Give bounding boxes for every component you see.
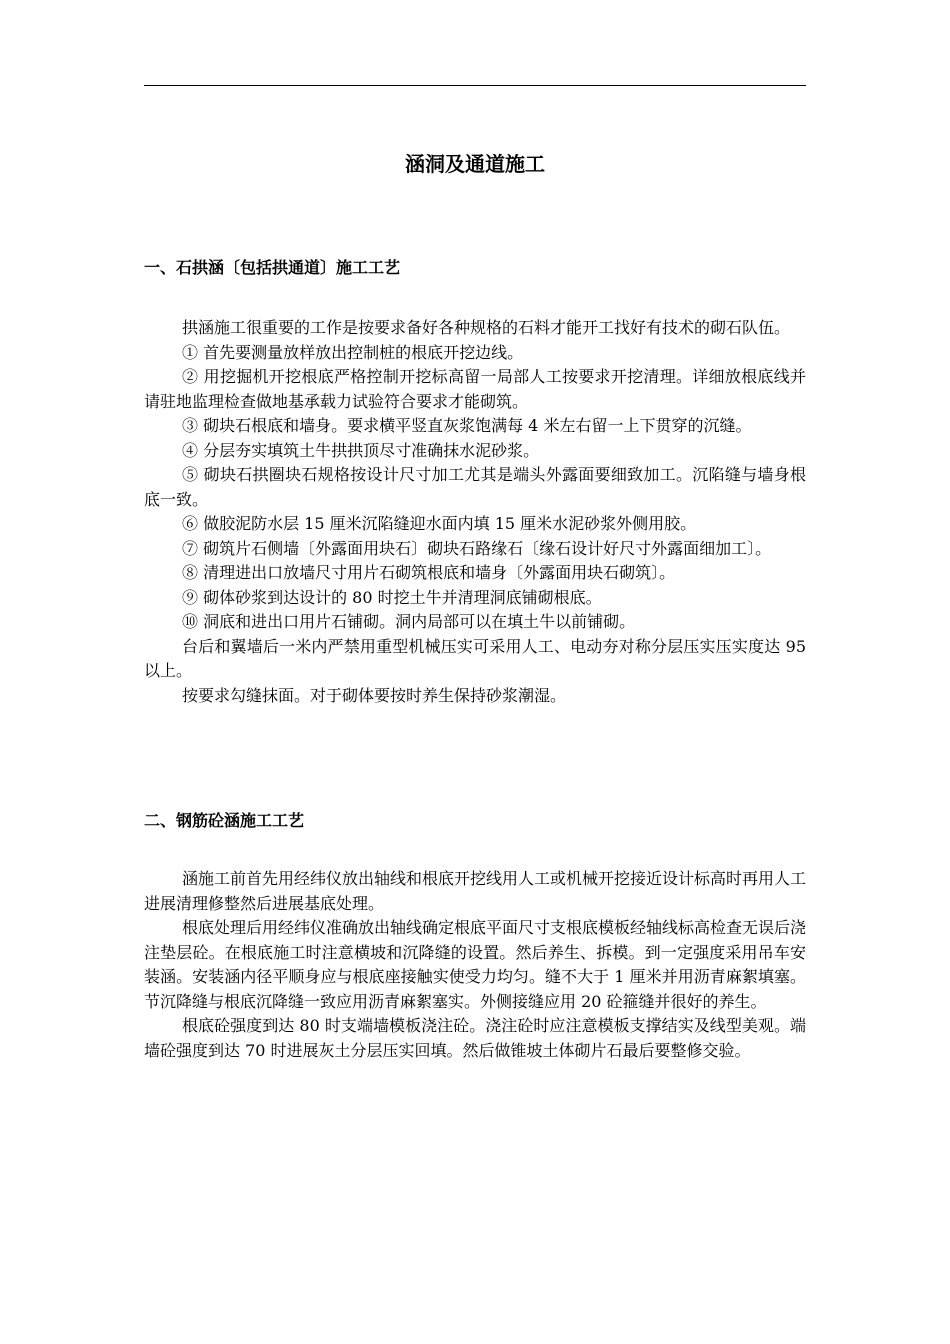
paragraph: 按要求勾缝抹面。对于砌体要按时养生保持砂浆潮湿。: [182, 685, 567, 705]
paragraph: 根底砼强度到达 80 时支端墙模板浇注砼。浇注砼时应注意模板支撑结实及线型美观。端墙砼强度到达 70 时进展灰土分层压实回填。然后做锥坡土体砌片石最后要整修交验。: [144, 1016, 806, 1060]
section-2-heading: 二、钢筋砼涵施工工艺: [144, 811, 305, 830]
paragraph: 根底处理后用经纬仪准确放出轴线确定根底平面尺寸支根底模板经轴线标高检查无误后浇注垫层砼。在根底施工时注意横坡和沉降缝的设置。然后养生、拆模。到一定强度采用吊车安装涵。安装涵内径平顺身应与根底座接触实使受力均匀。缝不大于 1 厘米并用沥青麻絮填塞。节沉降缝与根底沉降缝一致应用沥青麻絮塞实。外侧接缝应用 20 砼箍缝并很好的养生。: [144, 918, 807, 1011]
page-title: 涵洞及通道施工: [405, 152, 545, 176]
paragraph: ⑥ 做胶泥防水层 15 厘米沉陷缝迎水面内填 15 厘米水泥砂浆外侧用胶。: [182, 514, 697, 533]
header-rule: [144, 85, 806, 86]
section-1-heading: 一、石拱涵〔包括拱通道〕施工工艺: [144, 258, 401, 277]
paragraph: ⑩ 洞底和进出口用片石铺砌。洞内局部可以在填土牛以前铺砌。: [182, 612, 636, 631]
paragraph: 涵施工前首先用经纬仪放出轴线和根底开挖线用人工或机械开挖接近设计标高时再用人工进展清理修整然后进展基底处理。: [144, 869, 807, 913]
paragraph: 台后和翼墙后一米内严禁用重型机械压实可采用人工、电动夯对称分层压实压实度达 95 以上。: [144, 636, 806, 680]
paragraph: ⑦ 砌筑片石侧墙〔外露面用块石〕砌块石路缘石〔缘石设计好尺寸外露面细加工〕。: [182, 538, 772, 558]
paragraph: ① 首先要测量放样放出控制桩的根底开挖边线。: [182, 342, 524, 362]
section-2-body: [144, 867, 806, 1063]
paragraph: ② 用挖掘机开挖根底严格控制开挖标高留一局部人工按要求开挖清理。详细放根底线并请驻地监理检查做地基承载力试验符合要求才能砌筑。: [144, 367, 806, 411]
paragraph: 拱涵施工很重要的工作是按要求备好各种规格的石料才能开工找好有技术的砌石队伍。: [182, 318, 791, 337]
paragraph: ⑧ 清理进出口放墙尺寸用片石砌筑根底和墙身〔外露面用块石砌筑〕。: [182, 563, 676, 582]
paragraph: ⑨ 砌体砂浆到达设计的 80 时挖土牛并清理洞底铺砌根底。: [182, 587, 602, 607]
section-1-body: [144, 316, 806, 708]
paragraph: ④ 分层夯实填筑土牛拱拱顶尽寸准确抹水泥砂浆。: [182, 440, 540, 460]
paragraph: ⑤ 砌块石拱圈块石规格按设计尺寸加工尤其是端头外露面要细致加工。沉陷缝与墙身根底一致。: [144, 465, 806, 509]
paragraph: ③ 砌块石根底和墙身。要求横平竖直灰浆饱满每 4 米左右留一上下贯穿的沉缝。: [182, 416, 752, 435]
